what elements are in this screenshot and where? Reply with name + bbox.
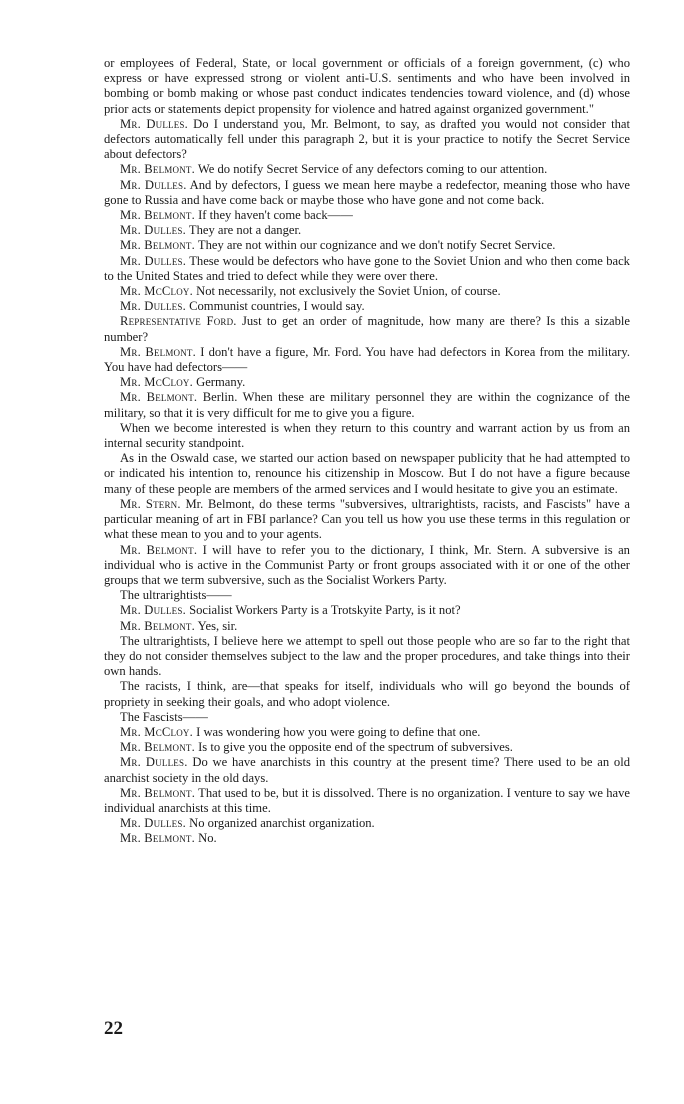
paragraph-text: Berlin. When these are military personnel they are within the cognizance of the military, so that it is very difficult for me to give you a figure. — [104, 390, 630, 420]
paragraph-24 — [104, 725, 630, 740]
paragraph-text: Do I understand you, Mr. Belmont, to say, as drafted you would not consider that defectors automatically fell under this paragraph 2, but it is your practice to notify the Secret Service about defectors? — [104, 116, 630, 162]
paragraph-28 — [104, 816, 630, 831]
speaker: Mr. Dulles. — [120, 299, 186, 314]
paragraph-text: No organized anarchist organization. — [189, 816, 375, 831]
paragraph-text: Mr. Belmont, do these terms "subversives, ultrarightists, racists, and Fascists" have a particular meaning of art in FBI parlance? Can you tell us how you use these terms in this regulation or what these mean to you and to your agents. — [104, 496, 630, 542]
speaker: Mr. Belmont. — [120, 162, 195, 177]
paragraph-2 — [104, 162, 630, 177]
paragraph-text: The racists, I think, are—that speaks for itself, individuals who will go beyond the bounds of propriety in seeking their goals, and who adopt violence. — [104, 679, 630, 709]
speaker: Mr. Belmont. — [120, 344, 196, 359]
speaker: Mr. Belmont. — [120, 831, 195, 846]
paragraph-text: I don't have a figure, Mr. Ford. You have had defectors in Korea from the military. You have had defectors—— — [104, 344, 630, 375]
paragraph-3 — [104, 178, 630, 208]
paragraph-text: Germany. — [196, 375, 246, 390]
paragraph-6 — [104, 238, 630, 253]
paragraph-text: I will have to refer you to the dictionary, I think, Mr. Stern. A subversive is an individual who is active in the Communist Party or front groups associated with it or one of the other groups that we term subversive, such as the Socialist Workers Party. — [104, 542, 630, 587]
speaker: Mr. Belmont. — [120, 542, 198, 557]
paragraph-text: Do we have anarchists in this country at the present time? There used to be an old anarchist society in the old days. — [104, 755, 630, 785]
speaker: Mr. Dulles. — [120, 177, 187, 192]
speaker: Representative Ford. — [120, 314, 237, 329]
speaker: Mr. Belmont. — [120, 390, 198, 405]
speaker: Mr. Dulles. — [120, 603, 186, 618]
paragraph-text: That used to be, but it is dissolved. There is no organization. I venture to say we have individual anarchists at this time. — [104, 785, 630, 815]
speaker: Mr. McCloy. — [120, 284, 193, 299]
speaker: Mr. Belmont. — [120, 740, 195, 755]
speaker: Mr. Dulles. — [120, 223, 186, 238]
speaker: Mr. Dulles. — [120, 116, 188, 131]
paragraph-21 — [104, 634, 630, 680]
paragraph-text: And by defectors, I guess we mean here maybe a redefector, meaning those who have gone to Russia and have come back or maybe those who have gone and not come back. — [104, 177, 630, 207]
paragraph-text: Not necessarily, not exclusively the Soviet Union, of course. — [196, 284, 501, 299]
paragraph-29 — [104, 831, 630, 846]
speaker: Mr. McCloy. — [120, 724, 193, 739]
document-page — [104, 56, 630, 847]
paragraph-11 — [104, 345, 630, 375]
speaker: Mr. Belmont. — [120, 785, 196, 800]
speaker: Mr. Stern. — [120, 496, 181, 511]
paragraph-18 — [104, 588, 630, 603]
opening-paragraph: or employees of Federal, State, or local government or officials of a foreign government, (c) who express or have expressed strong or violent anti-U.S. sentiments and who have been involved in bombing or bomb making or whose past conduct indicates tendencies toward violence, and (d) whose prior acts or statements depict propensity for violence and hatred against organized government." — [104, 56, 630, 116]
paragraph-7 — [104, 254, 630, 284]
paragraph-13 — [104, 390, 630, 420]
paragraph-text: Communist countries, I would say. — [189, 299, 365, 314]
paragraph-text: If they haven't come back—— — [198, 208, 353, 223]
speaker: Mr. McCloy. — [120, 375, 193, 390]
paragraph-20 — [104, 619, 630, 634]
paragraph-14 — [104, 421, 630, 451]
paragraph-text: Socialist Workers Party is a Trotskyite Party, is it not? — [189, 603, 461, 618]
paragraph-8 — [104, 284, 630, 299]
paragraph-10 — [104, 314, 630, 344]
page-number: 22 — [104, 1018, 123, 1039]
paragraph-text: No. — [198, 831, 217, 846]
paragraph-text: The ultrarightists, I believe here we attempt to spell out those people who are so far to the right that they do not consider themselves subject to the law and the proper procedures, and take things into their own hands. — [104, 633, 630, 679]
paragraph-16 — [104, 497, 630, 543]
paragraph-text: Is to give you the opposite end of the spectrum of subversives. — [198, 740, 513, 755]
paragraph-9 — [104, 299, 630, 314]
speaker: Mr. Dulles. — [120, 816, 186, 831]
paragraph-text: These would be defectors who have gone to the Soviet Union and who then come back to the United States and tried to defect while they were over there. — [104, 253, 630, 283]
paragraph-text: They are not a danger. — [188, 223, 302, 238]
paragraph-text: As in the Oswald case, we started our action based on newspaper publicity that he had attempted to or indicated his intention to, renounce his citizenship in Moscow. But I do not have a figure because many of these people are members of the armed services and I would hesitate to give you an estimate. — [104, 451, 630, 496]
paragraph-4 — [104, 208, 630, 223]
paragraph-text: I was wondering how you were going to define that one. — [196, 724, 481, 739]
paragraph-27 — [104, 786, 630, 816]
paragraph-1 — [104, 117, 630, 163]
speaker: Mr. Belmont. — [120, 208, 195, 223]
paragraph-text: Just to get an order of magnitude, how many are there? Is this a sizable number? — [104, 314, 630, 344]
paragraph-text: We do notify Secret Service of any defectors coming to our attention. — [197, 162, 548, 177]
paragraph-15 — [104, 451, 630, 497]
paragraph-26 — [104, 755, 630, 785]
paragraph-12 — [104, 375, 630, 390]
paragraph-text: The Fascists—— — [120, 709, 208, 724]
paragraph-17 — [104, 543, 630, 589]
paragraph-text: They are not within our cognizance and we don't notify Secret Service. — [197, 238, 556, 253]
paragraph-23 — [104, 710, 630, 725]
paragraph-22 — [104, 679, 630, 709]
speaker: Mr. Belmont. — [120, 238, 195, 253]
speaker: Mr. Belmont. — [120, 618, 195, 633]
paragraph-25 — [104, 740, 630, 755]
testimony — [104, 117, 630, 847]
paragraph-text: When we become interested is when they return to this country and warrant action by us from an internal security standpoint. — [104, 420, 630, 451]
paragraph-5 — [104, 223, 630, 238]
paragraph-19 — [104, 603, 630, 618]
speaker: Mr. Dulles. — [120, 755, 188, 770]
paragraph-text: Yes, sir. — [197, 618, 238, 633]
speaker: Mr. Dulles. — [120, 253, 187, 268]
paragraph-text: The ultrarightists—— — [120, 588, 232, 603]
